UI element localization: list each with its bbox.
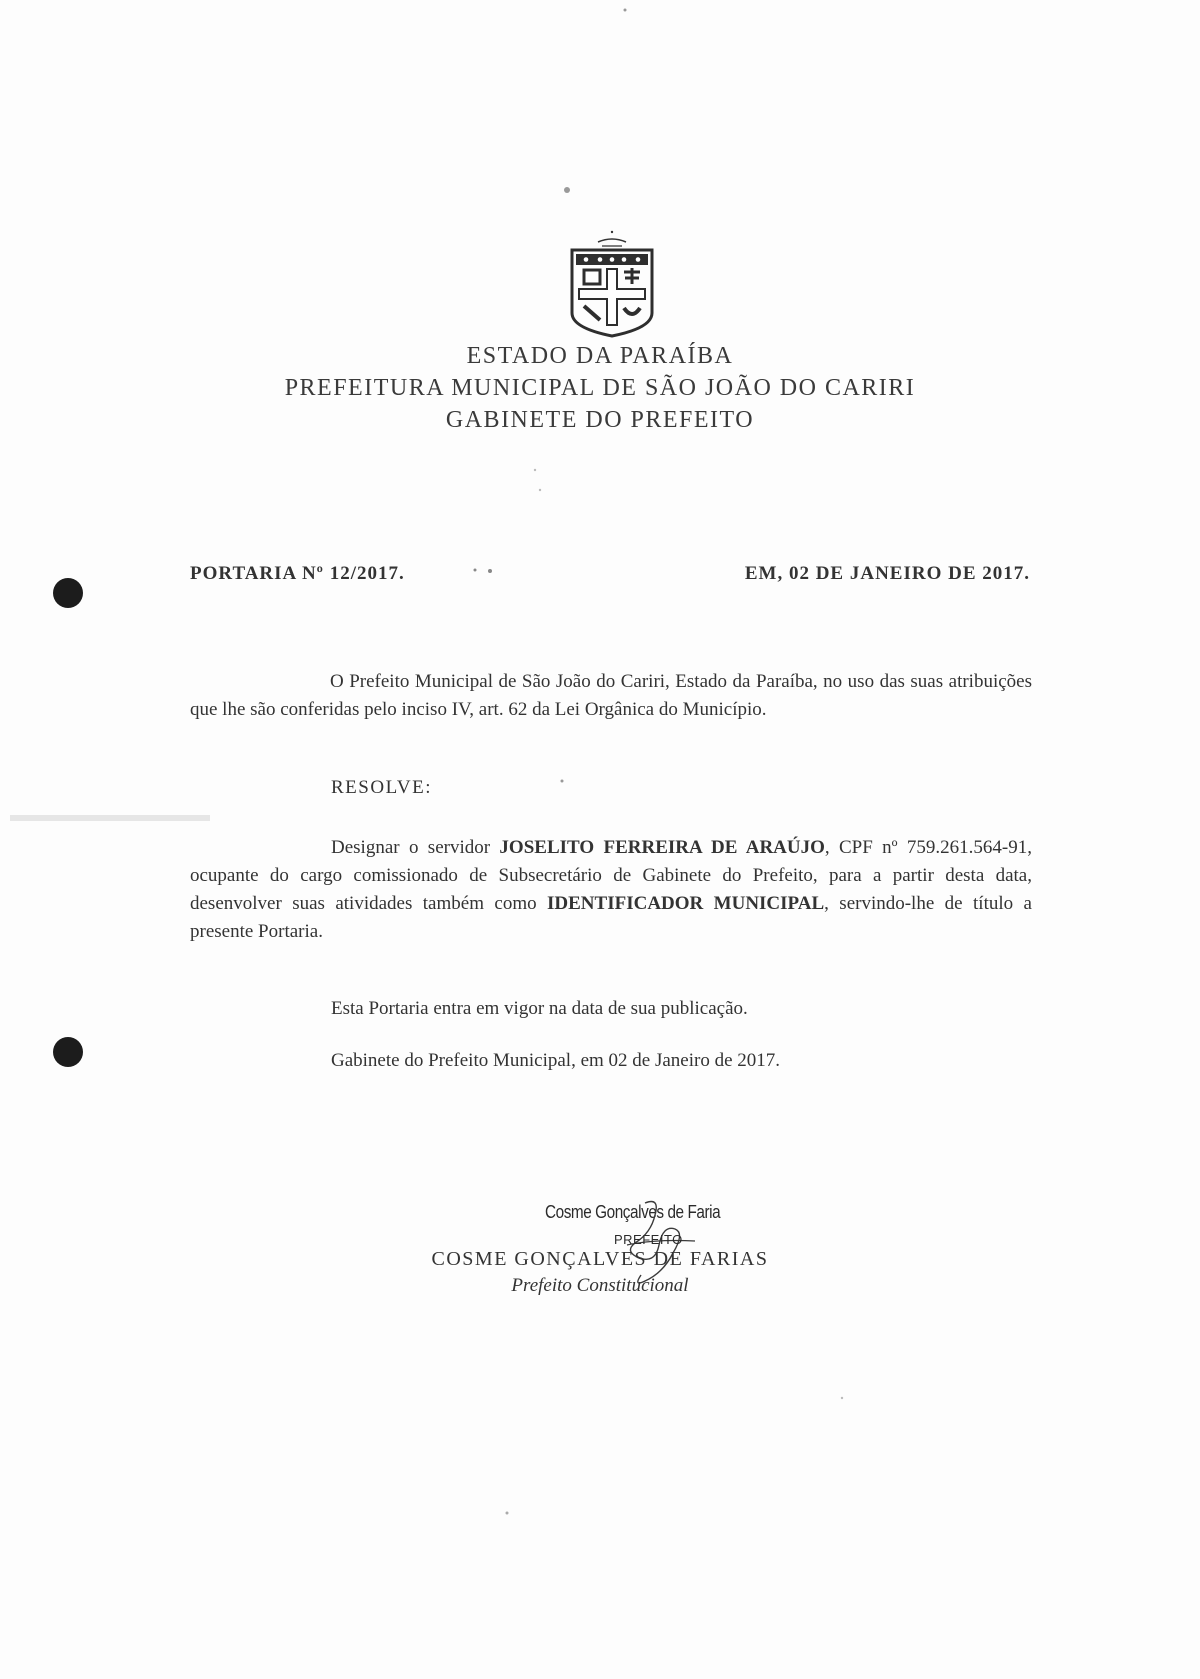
designation-paragraph [190, 834, 1032, 946]
designation-middle: , CPF nº 759.261.564-91, ocupante do cargo comissionado de Subsecretário de Gabinete do Prefeito, para a partir desta data, desenvolver suas atividades também como [190, 837, 1032, 914]
designation-suffix: , servindo-lhe de título a presente Portaria. [190, 893, 1032, 942]
portaria-number: PORTARIA Nº 12/2017. [190, 563, 405, 584]
servidor-name: JOSELITO FERREIRA DE ARAÚJO [499, 837, 825, 858]
portaria-date: EM, 02 DE JANEIRO DE 2017. [744, 563, 1030, 584]
municipal-coat-of-arms-icon [562, 228, 662, 338]
gabinete-paragraph: Gabinete do Prefeito Municipal, em 02 de Janeiro de 2017. [331, 1050, 781, 1071]
vigor-paragraph: Esta Portaria entra em vigor na data de sua publicação. [331, 998, 748, 1019]
designation-prefix: Designar o servidor [331, 837, 500, 858]
header-prefeitura: PREFEITURA MUNICIPAL DE SÃO JOÃO DO CARIRI [284, 375, 916, 401]
punch-hole [53, 578, 83, 608]
resolve-heading: RESOLVE: [331, 777, 433, 798]
header-gabinete: GABINETE DO PREFEITO [445, 407, 755, 433]
punch-hole [53, 1037, 83, 1067]
signatory-title: Prefeito Constitucional [511, 1275, 689, 1296]
funcao-name: IDENTIFICADOR MUNICIPAL [547, 893, 825, 914]
intro-paragraph: O Prefeito Municipal de São João do Cariri, Estado da Paraíba, no uso das suas atribuições que lhe são conferidas pelo inciso IV, art. 62 da Lei Orgânica do Município. [190, 671, 1032, 720]
signature-script: Cosme Gonçalves de Faria [545, 1202, 721, 1222]
signatory-name: COSME GONÇALVES DE FARIAS [431, 1248, 769, 1270]
header-state: ESTADO DA PARAÍBA [466, 343, 734, 369]
signature-stamp-label: PREFEITO [614, 1232, 683, 1247]
